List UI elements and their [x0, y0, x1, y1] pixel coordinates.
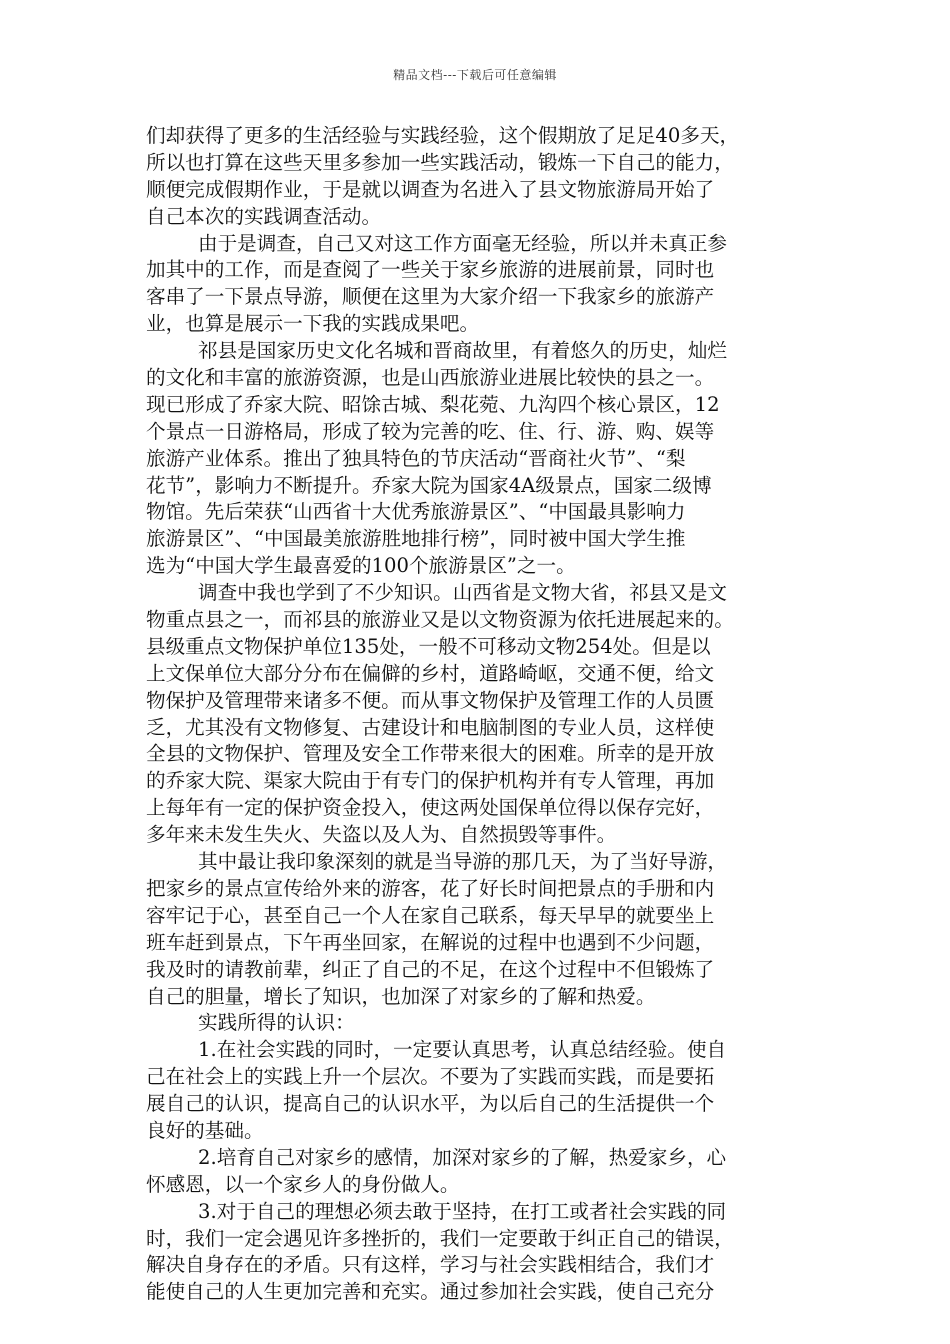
text-line: 县级重点文物保护单位135处，一般不可移动文物254处。但是以: [146, 634, 711, 658]
text-line: 所以也打算在这些天里多参加一些实践活动，锻炼一下自己的能力，: [146, 150, 734, 174]
page-header: 精品文档---下载后可任意编辑: [393, 68, 557, 82]
text-line: 的乔家大院、渠家大院由于有专门的保护机构并有专人管理，再加: [146, 769, 715, 793]
text-line: 3.对于自己的理想必须去敢于坚持，在打工或者社会实践的同: [198, 1199, 727, 1223]
text-line: 2.培育自己对家乡的感情，加深对家乡的了解，热爱家乡，心: [198, 1145, 727, 1169]
text-line: 选为“中国大学生最喜爱的100个旅游景区”之一。: [146, 554, 576, 578]
text-line: 上文保单位大部分分布在偏僻的乡村，道路崎岖，交通不便，给文: [146, 661, 715, 685]
text-line: 其中最让我印象深刻的就是当导游的那几天，为了当好导游，: [198, 850, 728, 874]
text-line: 良好的基础。: [146, 1118, 264, 1142]
text-line: 客串了一下景点导游，顺便在这里为大家介绍一下我家乡的旅游产: [146, 285, 715, 309]
text-line: 容牢记于心，甚至自己一个人在家自己联系，每天早早的就要坐上: [146, 903, 715, 927]
text-line: 全县的文物保护、管理及安全工作带来很大的困难。所幸的是开放: [146, 742, 715, 766]
text-line: 把家乡的景点宣传给外来的游客，花了好长时间把景点的手册和内: [146, 876, 715, 900]
text-line: 时，我们一定会遇见许多挫折的，我们一定要敢于纠正自己的错误，: [146, 1226, 734, 1250]
text-line: 花节”，影响力不断提升。乔家大院为国家4A级景点，国家二级博: [146, 473, 712, 497]
text-line: 解决自身存在的矛盾。只有这样，学习与社会实践相结合，我们才: [146, 1253, 715, 1277]
text-line: 旅游景区”、“中国最美旅游胜地排行榜”，同时被中国大学生推: [146, 527, 686, 551]
text-line: 个景点一日游格局，形成了较为完善的吃、住、行、游、购、娱等: [146, 419, 715, 443]
text-line: 顺便完成假期作业，于是就以调查为名进入了县文物旅游局开始了: [146, 177, 715, 201]
text-line: 自己的胆量，增长了知识，也加深了对家乡的了解和热爱。: [146, 984, 656, 1008]
text-line: 现已形成了乔家大院、昭馀古城、梨花菀、九沟四个核心景区，12: [146, 392, 720, 416]
text-line: 们却获得了更多的生活经验与实践经验，这个假期放了足足40多天，: [146, 124, 740, 147]
text-line: 怀感恩，以一个家乡人的身份做人。: [146, 1172, 460, 1196]
text-line: 乏，尤其没有文物修复、古建设计和电脑制图的专业人员，这样使: [146, 715, 715, 739]
text-line: 实践所得的认识：: [198, 1011, 355, 1035]
text-line: 旅游产业体系。推出了独具特色的节庆活动“晋商社火节”、“梨: [146, 446, 686, 470]
text-line: 祁县是国家历史文化名城和晋商故里，有着悠久的历史，灿烂: [198, 339, 728, 363]
text-line: 多年来未发生失火、失盗以及人为、自然损毁等事件。: [146, 823, 617, 847]
text-line: 调查中我也学到了不少知识。山西省是文物大省，祁县又是文: [198, 581, 728, 605]
text-line: 能使自己的人生更加完善和充实。通过参加社会实践，使自己充分: [146, 1280, 715, 1304]
text-line: 展自己的认识，提高自己的认识水平，为以后自己的生活提供一个: [146, 1092, 715, 1116]
text-line: 物保护及管理带来诸多不便。而从事文物保护及管理工作的人员匮: [146, 688, 715, 712]
text-line: 业，也算是展示一下我的实践成果吧。: [146, 312, 480, 336]
text-line: 己在社会上的实践上升一个层次。不要为了实践而实践，而是要拓: [146, 1065, 715, 1089]
text-line: 1.在社会实践的同时，一定要认真思考，认真总结经验。使自: [198, 1038, 727, 1062]
text-line: 的文化和丰富的旅游资源，也是山西旅游业进展比较快的县之一。: [146, 366, 715, 390]
text-line: 上每年有一定的保护资金投入，使这两处国保单位得以保存完好，: [146, 796, 715, 820]
text-line: 自己本次的实践调查活动。: [146, 204, 382, 228]
document-body: [146, 123, 814, 1306]
text-line: 班车赶到景点，下午再坐回家，在解说的过程中也遇到不少问题，: [146, 930, 715, 954]
text-line: 加其中的工作，而是查阅了一些关于家乡旅游的进展前景，同时也: [146, 258, 715, 282]
text-line: 物重点县之一，而祁县的旅游业又是以文物资源为依托进展起来的。: [146, 608, 734, 632]
text-line: 物馆。先后荣获“山西省十大优秀旅游景区”、“中国最具影响力: [146, 500, 686, 524]
text-line: 由于是调查，自己又对这工作方面毫无经验，所以并未真正参: [198, 231, 728, 255]
text-line: 我及时的请教前辈，纠正了自己的不足，在这个过程中不但锻炼了: [146, 957, 715, 981]
